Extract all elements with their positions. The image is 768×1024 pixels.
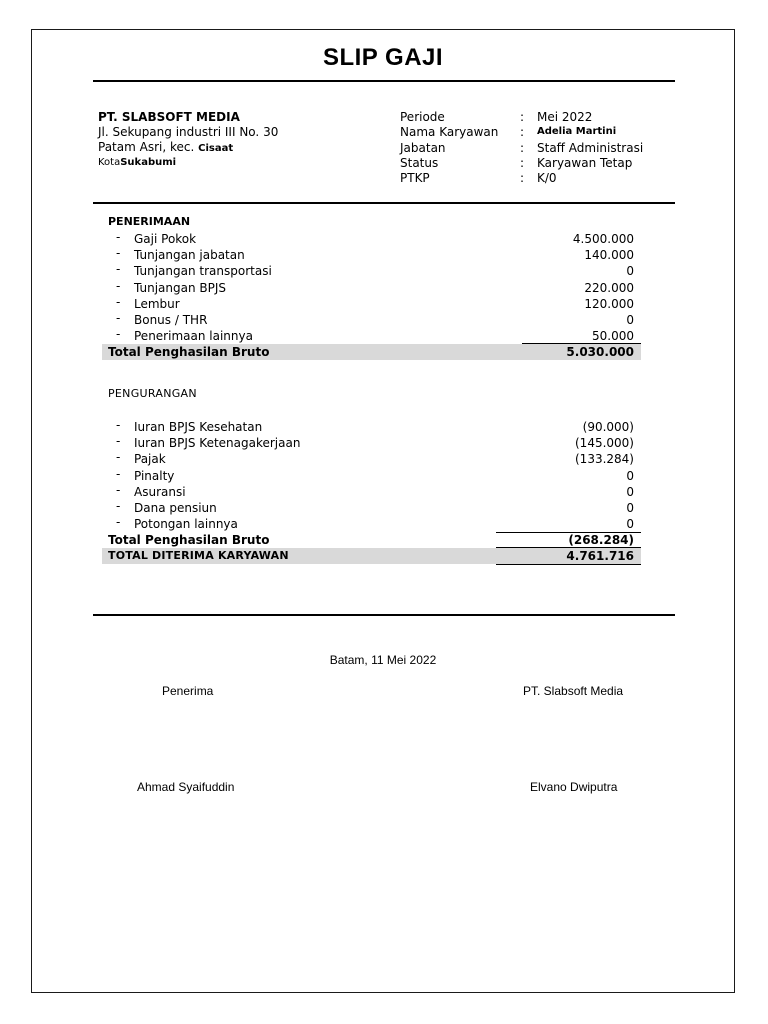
address-city: Sukabumi [120, 157, 177, 168]
row-dash: - [116, 434, 121, 449]
field-label-jabatan: Jabatan [400, 141, 446, 155]
field-sep: : [520, 171, 525, 185]
company-address-line2 [98, 140, 233, 156]
row-dash: - [116, 327, 121, 342]
receiver-name: Ahmad Syaifuddin [137, 780, 235, 794]
row-dash: - [116, 246, 121, 261]
row-value: 0 [626, 484, 634, 499]
total-deduction-label: Total Penghasilan Bruto [108, 533, 270, 547]
place-date: Batam, 11 Mei 2022 [329, 653, 437, 667]
row-value: (133.284) [575, 452, 634, 467]
row-value: 220.000 [584, 280, 634, 295]
row-dash: - [116, 278, 121, 293]
row-value: 4.500.000 [572, 232, 634, 246]
row-label: Tunjangan jabatan [134, 248, 245, 263]
signer-name: Elvano Dwiputra [530, 780, 618, 794]
grand-total-value: 4.761.716 [566, 549, 634, 563]
row-value: 0 [626, 468, 634, 483]
row-label: Pinalty [134, 468, 175, 483]
row-label: Iuran BPJS Ketenagakerjaan [134, 436, 301, 451]
total-bruto-label: Total Penghasilan Bruto [108, 345, 270, 359]
row-dash: - [116, 466, 121, 481]
field-value-periode: Mei 2022 [537, 110, 593, 124]
field-sep: : [520, 110, 525, 124]
company-name: PT. SLABSOFT MEDIA [98, 110, 240, 124]
header-divider [93, 202, 675, 204]
row-label: Potongan lainnya [134, 517, 238, 532]
row-value: 0 [626, 501, 634, 515]
row-label: Bonus / THR [134, 313, 208, 327]
row-dash: - [116, 230, 121, 244]
total-deduction-value: (268.284) [568, 533, 634, 547]
address-city-prefix: Kota [98, 157, 121, 168]
row-label: Pajak [134, 452, 166, 467]
row-dash: - [116, 262, 121, 277]
row-value: 0 [626, 264, 634, 279]
company-signer-label: PT. Slabsoft Media [523, 684, 624, 698]
row-value: (90.000) [582, 420, 634, 434]
section-heading-pengurangan: PENGURANGAN [108, 387, 197, 400]
company-address-line3 [98, 156, 176, 170]
row-dash: - [116, 450, 121, 465]
row-dash: - [116, 482, 121, 497]
row-label: Lembur [134, 296, 180, 311]
page-title: SLIP GAJI [322, 44, 444, 71]
address-district-prefix: Patam Asri, kec. [98, 140, 195, 154]
field-sep: : [520, 125, 525, 139]
field-value-status: Karyawan Tetap [537, 156, 633, 170]
row-value: 50.000 [592, 329, 634, 344]
row-value: (145.000) [575, 436, 634, 451]
total-bruto-value: 5.030.000 [566, 345, 634, 359]
row-label: Tunjangan BPJS [134, 280, 227, 295]
field-value-nama: Adelia Martini [537, 126, 617, 137]
grand-total-label: TOTAL DITERIMA KARYAWAN [108, 549, 289, 562]
row-dash: - [116, 311, 121, 325]
row-dash: - [116, 418, 121, 432]
receiver-label: Penerima [162, 684, 214, 698]
field-value-ptkp: K/0 [537, 171, 557, 185]
footer-divider [93, 614, 675, 616]
address-district: Cisaat [198, 143, 234, 154]
row-value: 0 [626, 313, 634, 327]
field-sep: : [520, 156, 525, 170]
section-heading-penerimaan: PENERIMAAN [108, 215, 191, 228]
row-value: 120.000 [584, 296, 634, 311]
row-label: Dana pensiun [134, 501, 217, 515]
row-dash: - [116, 515, 121, 530]
row-label: Asuransi [134, 484, 186, 499]
row-dash: - [116, 499, 121, 513]
row-dash: - [116, 294, 121, 309]
company-address-line1: Jl. Sekupang industri III No. 30 [98, 125, 279, 139]
row-label: Penerimaan lainnya [134, 329, 253, 344]
title-divider [93, 80, 675, 82]
field-label-nama: Nama Karyawan [400, 125, 499, 139]
row-label: Gaji Pokok [134, 232, 197, 246]
row-label: Iuran BPJS Kesehatan [134, 420, 263, 434]
row-value: 140.000 [584, 248, 634, 263]
row-label: Tunjangan transportasi [134, 264, 272, 279]
field-sep: : [520, 141, 525, 155]
field-label-status: Status [400, 156, 439, 170]
grand-total-underline [496, 564, 641, 565]
field-label-ptkp: PTKP [400, 171, 430, 185]
row-value: 0 [626, 517, 634, 532]
field-value-jabatan: Staff Administrasi [537, 141, 644, 155]
field-label-periode: Periode [400, 110, 445, 124]
